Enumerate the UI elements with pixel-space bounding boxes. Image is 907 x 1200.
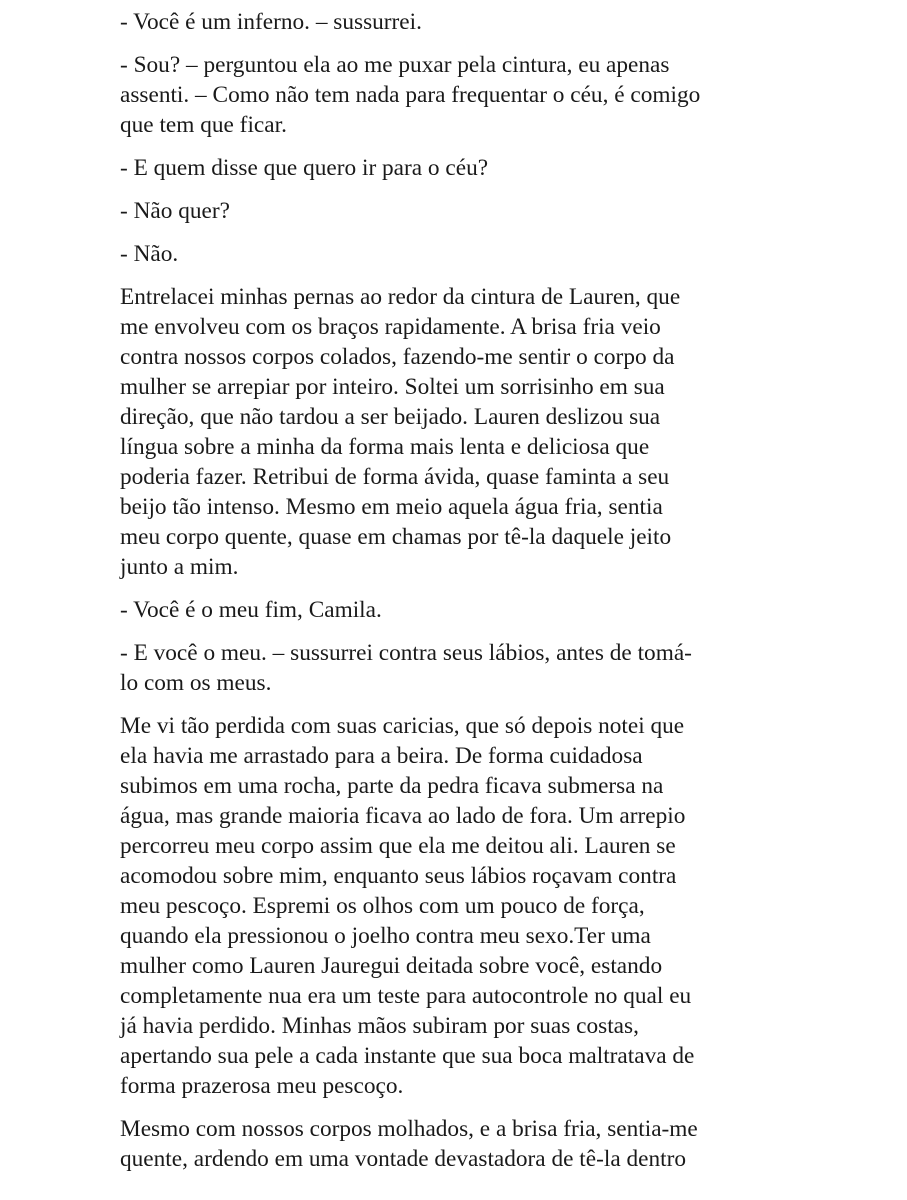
text-line: - Não. bbox=[120, 241, 179, 267]
text-line: quando ela pressionou o joelho contra meu sexo.Ter uma bbox=[120, 923, 651, 949]
paragraph-9 bbox=[120, 711, 770, 1101]
text-line: direção, que não tardou a ser beijado. Lauren deslizou sua bbox=[120, 404, 661, 430]
text-line: meu pescoço. Espremi os olhos com um pouco de força, bbox=[120, 893, 645, 919]
text-line: apertando sua pele a cada instante que sua boca maltratava de bbox=[120, 1043, 695, 1069]
paragraph-6 bbox=[120, 282, 770, 582]
text-line: junto a mim. bbox=[120, 554, 239, 580]
paragraph-7 bbox=[120, 595, 770, 625]
text-line: - Não quer? bbox=[120, 198, 230, 224]
text-line: Entrelacei minhas pernas ao redor da cintura de Lauren, que bbox=[120, 284, 681, 310]
text-line: ela havia me arrastado para a beira. De forma cuidadosa bbox=[120, 743, 643, 769]
text-line: - Você é o meu fim, Camila. bbox=[120, 597, 382, 623]
text-line: forma prazerosa meu pescoço. bbox=[120, 1073, 404, 1099]
text-line: poderia fazer. Retribui de forma ávida, quase faminta a seu bbox=[120, 464, 670, 490]
text-line: - Você é um inferno. – sussurrei. bbox=[120, 9, 422, 35]
text-line: já havia perdido. Minhas mãos subiram por suas costas, bbox=[120, 1013, 639, 1039]
text-line: lo com os meus. bbox=[120, 670, 272, 696]
text-line: completamente nua era um teste para autocontrole no qual eu bbox=[120, 983, 692, 1009]
paragraph-2 bbox=[120, 50, 770, 140]
text-line: contra nossos corpos colados, fazendo-me sentir o corpo da bbox=[120, 344, 675, 370]
text-line: - E você o meu. – sussurrei contra seus lábios, antes de tomá- bbox=[120, 640, 692, 666]
text-line: água, mas grande maioria ficava ao lado de fora. Um arrepio bbox=[120, 803, 686, 829]
document-page bbox=[120, 7, 770, 1187]
text-line: - Sou? – perguntou ela ao me puxar pela cintura, eu apenas bbox=[120, 52, 670, 78]
paragraph-4 bbox=[120, 196, 770, 226]
text-line: acomodou sobre mim, enquanto seus lábios roçavam contra bbox=[120, 863, 677, 889]
text-line: mulher se arrepiar por inteiro. Soltei um sorrisinho em sua bbox=[120, 374, 665, 400]
paragraph-8 bbox=[120, 638, 770, 698]
text-line: percorreu meu corpo assim que ela me deitou ali. Lauren se bbox=[120, 833, 676, 859]
text-line: língua sobre a minha da forma mais lenta e deliciosa que bbox=[120, 434, 650, 460]
text-line: mulher como Lauren Jauregui deitada sobre você, estando bbox=[120, 953, 663, 979]
text-line: quente, ardendo em uma vontade devastadora de tê-la dentro bbox=[120, 1146, 687, 1172]
text-line: assenti. – Como não tem nada para frequentar o céu, é comigo bbox=[120, 82, 701, 108]
text-line: meu corpo quente, quase em chamas por tê-la daquele jeito bbox=[120, 524, 672, 550]
text-line: beijo tão intenso. Mesmo em meio aquela água fria, sentia bbox=[120, 494, 663, 520]
text-line: me envolveu com os braços rapidamente. A brisa fria veio bbox=[120, 314, 661, 340]
text-line: Mesmo com nossos corpos molhados, e a brisa fria, sentia-me bbox=[120, 1116, 698, 1142]
text-line: subimos em uma rocha, parte da pedra ficava submersa na bbox=[120, 773, 664, 799]
text-line: Me vi tão perdida com suas caricias, que só depois notei que bbox=[120, 713, 685, 739]
paragraph-1 bbox=[120, 7, 770, 37]
text-line: - E quem disse que quero ir para o céu? bbox=[120, 155, 489, 181]
text-line: que tem que ficar. bbox=[120, 112, 287, 138]
paragraph-5 bbox=[120, 239, 770, 269]
paragraph-3 bbox=[120, 153, 770, 183]
paragraph-10 bbox=[120, 1114, 770, 1174]
